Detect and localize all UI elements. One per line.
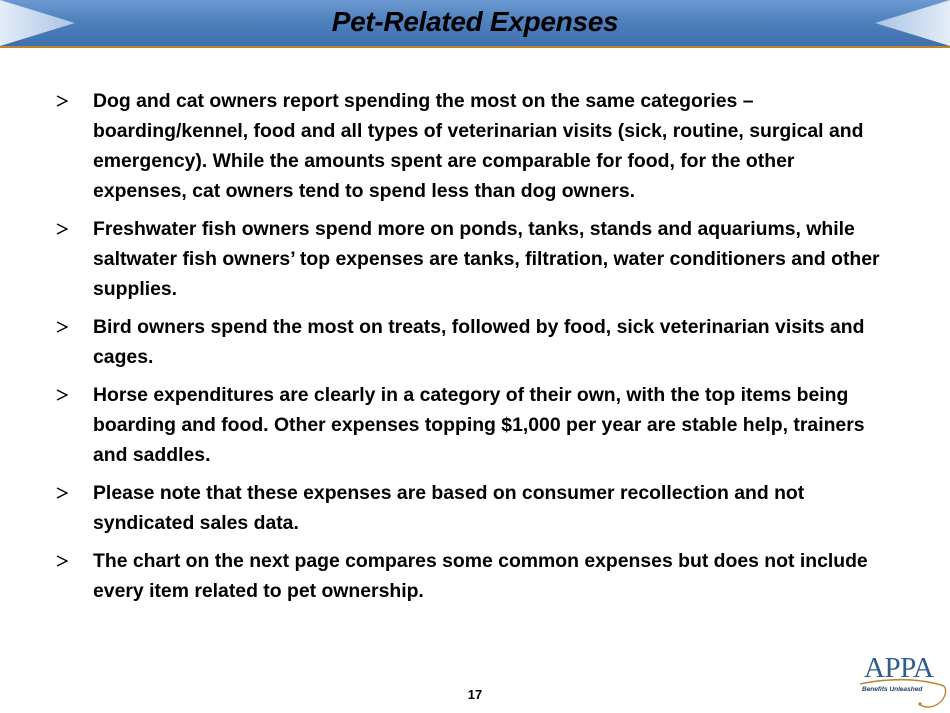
list-item bbox=[56, 312, 886, 372]
arrowhead-bullet-icon bbox=[56, 380, 93, 410]
bullet-text: Please note that these expenses are based on consumer recollection and not syndicated sales data. bbox=[93, 482, 805, 534]
list-item bbox=[56, 380, 886, 470]
bullet-text: Horse expenditures are clearly in a category of their own, with the top items being boarding and food. Other expenses topping $1,000 per year are stable help, trainers and saddles. bbox=[93, 384, 865, 466]
logo-swoosh-icon bbox=[858, 676, 948, 710]
list-item bbox=[56, 86, 886, 206]
arrowhead-bullet-icon bbox=[56, 214, 93, 244]
list-item bbox=[56, 546, 886, 606]
appa-logo bbox=[858, 652, 948, 710]
bullet-text: Bird owners spend the most on treats, followed by food, sick veterinarian visits and cages. bbox=[93, 316, 865, 368]
page-number: 17 bbox=[467, 687, 483, 702]
bullet-list bbox=[56, 86, 886, 614]
title-right-wedge bbox=[875, 0, 950, 46]
arrowhead-bullet-icon bbox=[56, 312, 93, 342]
bullet-text: The chart on the next page compares some common expenses but does not include every item related to pet ownership. bbox=[93, 550, 868, 602]
title-bar bbox=[0, 0, 950, 48]
logo-tagline: Benefits Unleashed bbox=[862, 686, 923, 693]
logo-wordmark: APPA bbox=[864, 652, 934, 684]
list-item bbox=[56, 214, 886, 304]
list-item bbox=[56, 478, 886, 538]
page-title: Pet-Related Expenses bbox=[331, 6, 619, 37]
bullet-text: Dog and cat owners report spending the most on the same categories – boarding/kennel, food and all types of veterinarian visits (sick, routine, surgical and emergency). While the amounts spent are comparable for food, for the other expenses, cat owners tend to spend less than dog owners. bbox=[93, 90, 864, 202]
bullet-text: Freshwater fish owners spend more on ponds, tanks, stands and aquariums, while saltwater fish owners’ top expenses are tanks, filtration, water conditioners and other supplies. bbox=[93, 218, 880, 300]
arrowhead-bullet-icon bbox=[56, 86, 93, 116]
arrowhead-bullet-icon bbox=[56, 546, 93, 576]
arrowhead-bullet-icon bbox=[56, 478, 93, 508]
